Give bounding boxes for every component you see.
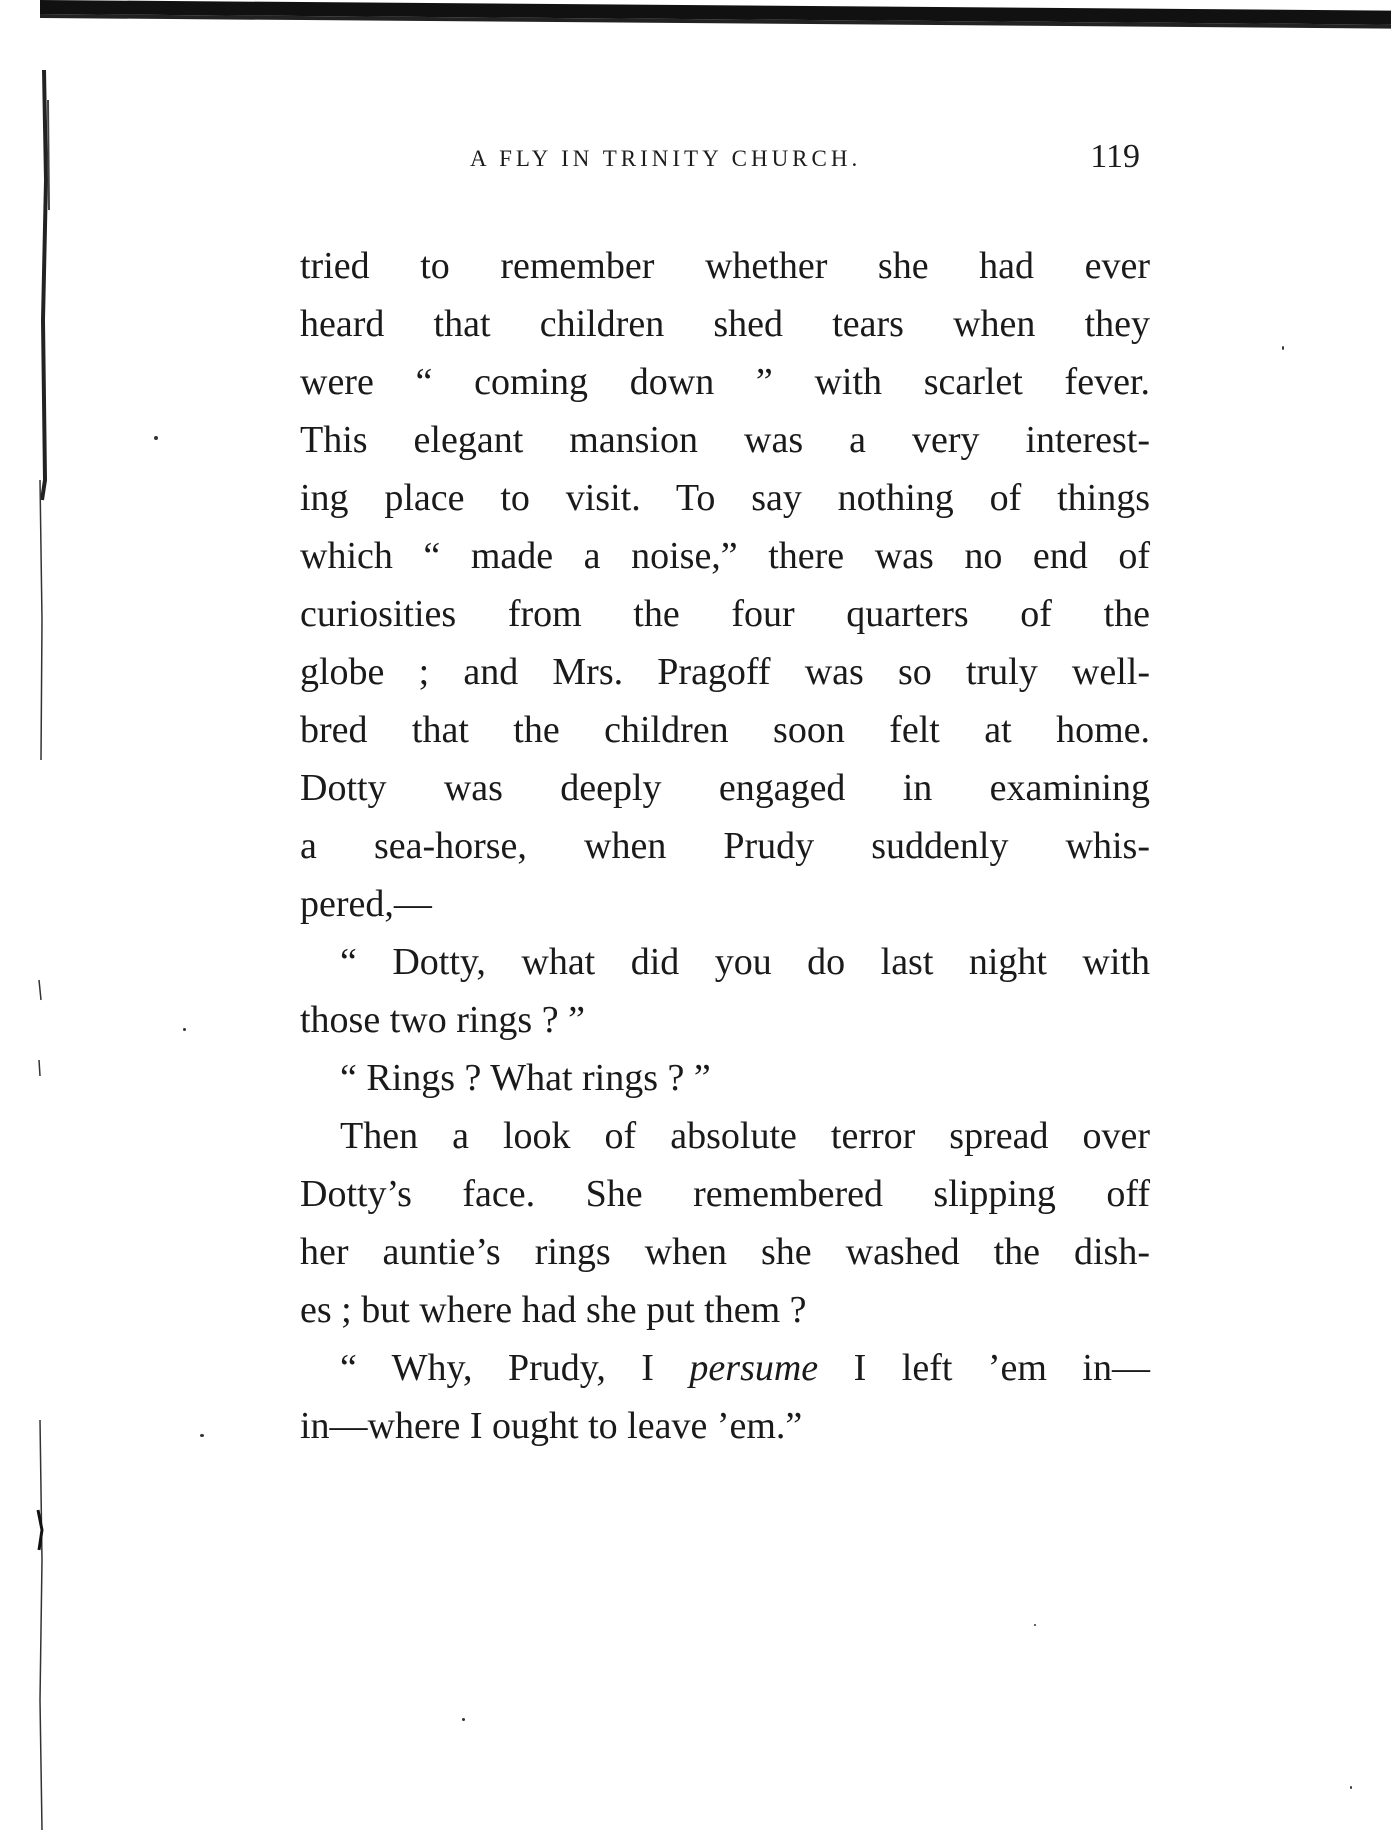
- page-speck: [154, 436, 158, 440]
- last-para-emphasis: persume: [689, 1347, 819, 1389]
- text-line: This elegant mansion was a very interest-: [300, 419, 1150, 461]
- page-speck: [200, 1434, 204, 1437]
- page-speck: [1034, 1624, 1036, 1626]
- text-line: Dotty’s face. She remembered slipping off: [300, 1173, 1150, 1215]
- running-head-title: A FLY IN TRINITY CHURCH.: [470, 146, 862, 171]
- text-line: Dotty was deeply engaged in examining: [300, 767, 1150, 809]
- text-line: tried to remember whether she had ever: [300, 245, 1150, 287]
- last-para-suffix: I left ’em in—: [853, 1347, 1150, 1389]
- text-line: ing place to visit. To say nothing of things: [300, 477, 1150, 519]
- page-speck: [1350, 1786, 1352, 1789]
- text-line: [340, 1344, 1150, 1392]
- text-line: were “ coming down ” with scarlet fever.: [300, 361, 1150, 403]
- text-line: es ; but where had she put them ?: [300, 1289, 807, 1331]
- page-speck: [1282, 346, 1284, 350]
- text-line: curiosities from the four quarters of the: [300, 593, 1150, 635]
- page-speck: [183, 1028, 186, 1031]
- page-number: 119: [1090, 138, 1140, 175]
- last-para-prefix: “ Why, Prudy, I: [340, 1347, 654, 1389]
- text-line: globe ; and Mrs. Pragoff was so truly well-: [300, 651, 1150, 693]
- body-text: [300, 242, 1150, 1682]
- text-line: Then a look of absolute terror spread over: [340, 1115, 1150, 1157]
- text-line: in—where I ought to leave ’em.”: [300, 1405, 803, 1447]
- text-line: a sea-horse, when Prudy suddenly whis-: [300, 825, 1150, 867]
- text-line: “ Dotty, what did you do last night with: [340, 941, 1150, 983]
- text-line: those two rings ? ”: [300, 999, 585, 1041]
- page-speck: [462, 1718, 465, 1721]
- running-head: [460, 138, 1140, 182]
- text-line: bred that the children soon felt at home.: [300, 709, 1150, 751]
- text-line: which “ made a noise,” there was no end of: [300, 535, 1150, 577]
- text-line: “ Rings ? What rings ? ”: [340, 1057, 711, 1099]
- binding-gutter-marks: [36, 60, 64, 1830]
- text-line: heard that children shed tears when they: [300, 303, 1150, 345]
- text-line: pered,—: [300, 883, 432, 925]
- text-line: her auntie’s rings when she washed the dish-: [300, 1231, 1150, 1273]
